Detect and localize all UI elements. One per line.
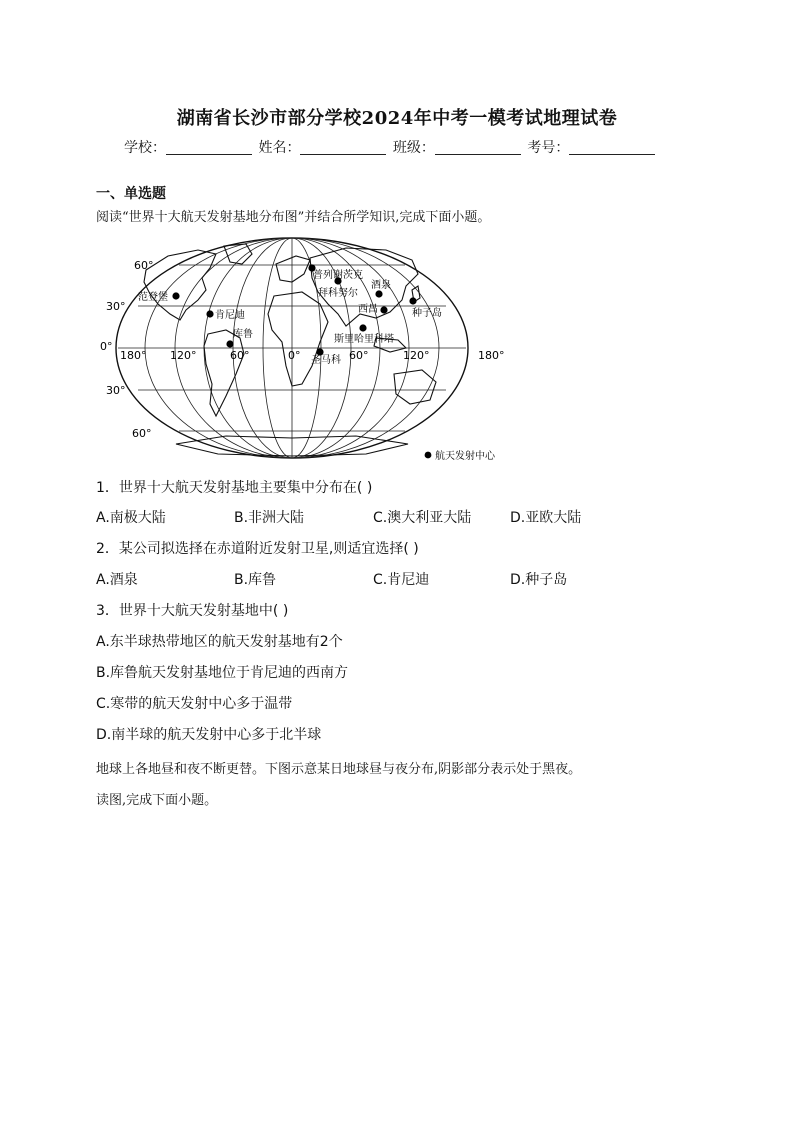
- number-label: 考号：: [527, 140, 570, 156]
- q2-option-c[interactable]: C.肯尼迪: [373, 572, 430, 588]
- q3-option-a[interactable]: A.东半球热带地区的航天发射基地有2个: [96, 634, 343, 650]
- lat-label-0: 0°: [100, 340, 113, 353]
- legend-label: 航天发射中心: [435, 451, 495, 462]
- question-1-stem: 1．世界十大航天发射基地主要集中分布在( ): [96, 480, 373, 496]
- q3-option-c[interactable]: C.寒带的航天发射中心多于温带: [96, 696, 293, 712]
- world-map-figure: [100, 234, 506, 462]
- lat-label-30n: 30°: [106, 300, 126, 313]
- q3-option-d[interactable]: D.南半球的航天发射中心多于北半球: [96, 727, 322, 743]
- lon-label-60w: 60°: [230, 349, 250, 362]
- exam-title: 湖南省长沙市部分学校2024年中考一模考试地理试卷: [176, 108, 618, 129]
- site-label-sriharikota: 斯里哈里科塔: [334, 334, 394, 345]
- lat-label-60s: 60°: [132, 427, 152, 440]
- site-label-tanegashima: 种子岛: [412, 308, 442, 319]
- lon-label-180w: 180°: [120, 349, 147, 362]
- reading-intro-2-line-1: 地球上各地昼和夜不断更替。下图示意某日地球昼与夜分布,阴影部分表示处于黑夜。: [96, 762, 582, 777]
- lat-label-60n: 60°: [134, 259, 154, 272]
- question-3-stem: 3．世界十大航天发射基地中( ): [96, 603, 289, 619]
- site-label-baikonur: 拜科努尔: [318, 288, 358, 299]
- reading-intro: 阅读“世界十大航天发射基地分布图”并结合所学知识,完成下面小题。: [96, 210, 491, 225]
- name-label: 姓名：: [258, 140, 301, 156]
- site-label-san-marco: 圣马科: [311, 355, 341, 366]
- site-label-plesetsk: 普列谢茨克: [313, 270, 363, 281]
- site-label-xichang: 西昌: [358, 304, 378, 315]
- lon-label-120w: 120°: [170, 349, 197, 362]
- student-info-line: [124, 137, 657, 157]
- q3-option-b[interactable]: B.库鲁航天发射基地位于肯尼迪的西南方: [96, 665, 349, 681]
- q1-option-c[interactable]: C.澳大利亚大陆: [373, 510, 472, 526]
- reading-intro-2-line-2: 读图,完成下面小题。: [96, 793, 218, 808]
- site-dot-vandenberg: [172, 292, 179, 299]
- school-blank[interactable]: [166, 140, 252, 155]
- lon-label-60e: 60°: [349, 349, 369, 362]
- number-blank[interactable]: [569, 140, 655, 155]
- lon-label-180e: 180°: [478, 349, 505, 362]
- site-label-jiuquan: 酒泉: [371, 280, 391, 291]
- site-dot-kennedy: [206, 310, 213, 317]
- site-dot-kourou: [226, 340, 233, 347]
- class-label: 班级：: [392, 140, 435, 156]
- site-dot-jiuquan: [375, 290, 382, 297]
- class-blank[interactable]: [435, 140, 521, 155]
- world-map-svg: [100, 234, 506, 462]
- site-label-vandenberg: 范登堡: [138, 292, 168, 303]
- name-blank[interactable]: [300, 140, 386, 155]
- site-dot-sriharikota: [359, 324, 366, 331]
- site-dot-xichang: [380, 306, 387, 313]
- site-dot-tanegashima: [409, 297, 416, 304]
- site-label-kennedy: 肯尼迪: [215, 310, 245, 321]
- q2-option-d[interactable]: D.种子岛: [510, 572, 568, 588]
- q1-option-b[interactable]: B.非洲大陆: [234, 510, 305, 526]
- lon-label-120e: 120°: [403, 349, 430, 362]
- lat-label-30s: 30°: [106, 384, 126, 397]
- q1-option-a[interactable]: A.南极大陆: [96, 510, 166, 526]
- site-label-kourou: 库鲁: [233, 329, 253, 340]
- q1-option-d[interactable]: D.亚欧大陆: [510, 510, 582, 526]
- lon-label-0: 0°: [288, 349, 301, 362]
- school-label: 学校：: [124, 140, 166, 156]
- legend-dot: [425, 452, 432, 459]
- q2-option-a[interactable]: A.酒泉: [96, 572, 138, 588]
- question-2-stem: 2．某公司拟选择在赤道附近发射卫星,则适宜选择( ): [96, 541, 419, 557]
- q2-option-b[interactable]: B.库鲁: [234, 572, 277, 588]
- section-heading: 一、单选题: [96, 186, 166, 202]
